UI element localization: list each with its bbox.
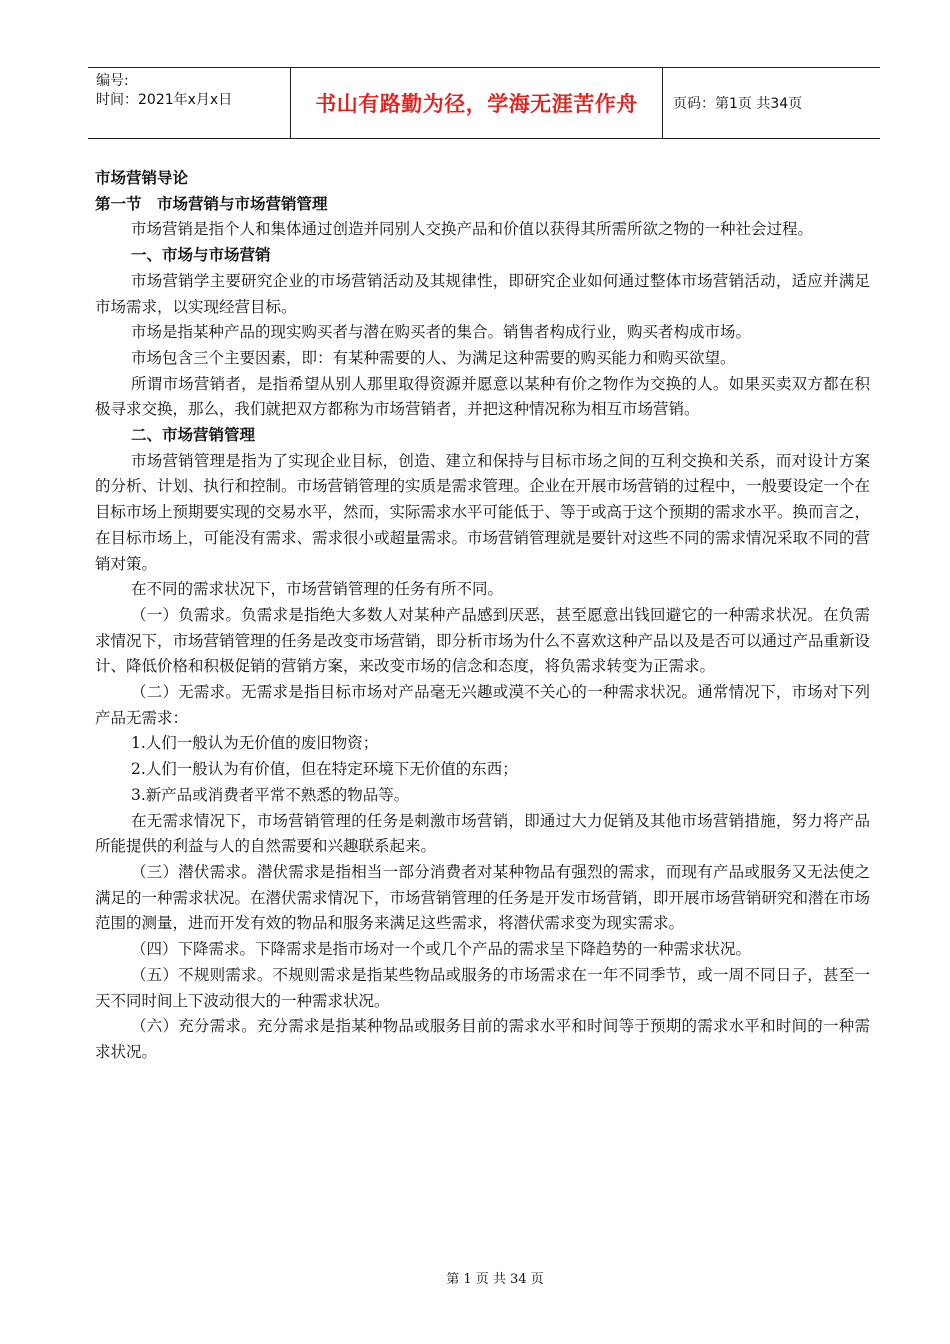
- section-title: 第一节 市场营销与市场营销管理: [95, 194, 328, 213]
- time-label: 时间：2021年x月x日: [96, 92, 233, 108]
- paragraph: （一）负需求。负需求是指绝大多数人对某种产品感到厌恶，甚至愿意出钱回避它的一种需求状况。在负需求情况下，市场营销管理的任务是改变市场营销，即分析市场为什么不喜欢这种产品以及是否可以通过产品重新设计、降低价格和积极促销的营销方案，来改变市场的信念和态度，将负需求转变为正需求。: [95, 605, 871, 676]
- paragraph: 市场营销学主要研究企业的市场营销活动及其规律性，即研究企业如何通过整体市场营销活动，适应并满足市场需求，以实现经营目标。: [95, 271, 870, 316]
- paragraph: 在无需求情况下，市场营销管理的任务是刺激市场营销，即通过大力促销及其他市场营销措施，努力将产品所能提供的利益与人的自然需要和兴趣联系起来。: [95, 811, 870, 856]
- header-motto: 书山有路勤为径，学海无涯苦作舟: [291, 68, 663, 138]
- paragraph: 市场是指某种产品的现实购买者与潜在购买者的集合。销售者构成行业，购买者构成市场。: [131, 323, 752, 342]
- paragraph: 市场营销管理是指为了实现企业目标，创造、建立和保持与目标市场之间的互利交换和关系，而对设计方案的分析、计划、执行和控制。市场营销管理的实质是需求管理。企业在开展市场营销的过程中，一般要设定一个在目标市场上预期要实现的交易水平，然而，实际需求水平可能低于、等于或高于这个预期的需求水平。换而言之，在目标市场上，可能没有需求、需求很小或超量需求。市场营销管理就是要针对这些不同的需求情况采取不同的营销对策。: [95, 451, 871, 573]
- header-page-info: 页码：第1页 共34页: [673, 96, 803, 112]
- paragraph: （五）不规则需求。不规则需求是指某些物品或服务的市场需求在一年不同季节，或一周不同日子，甚至一天不同时间上下波动很大的一种需求状况。: [95, 965, 870, 1010]
- code-label: 编号:: [96, 73, 129, 89]
- list-item: 1.人们一般认为无价值的废旧物资；: [131, 734, 379, 753]
- paragraph: 市场包含三个主要因素，即：有某种需要的人、为满足这种需要的购买能力和购买欲望。: [131, 348, 736, 367]
- page-header: [88, 67, 880, 139]
- page-footer: 第 1 页 共 34 页: [446, 1272, 544, 1287]
- header-meta: [88, 68, 291, 138]
- paragraph: （三）潜伏需求。潜伏需求是指相当一部分消费者对某种物品有强烈的需求，而现有产品或服务又无法使之满足的一种需求状况。在潜伏需求情况下，市场营销管理的任务是开发市场营销，即开展市场营销研究和潜在市场范围的测量，进而开发有效的物品和服务来满足这些需求，将潜伏需求变为现实需求。: [95, 862, 871, 933]
- paragraph: （六）充分需求。充分需求是指某种物品或服务目前的需求水平和时间等于预期的需求水平和时间的一种需求状况。: [95, 1017, 870, 1061]
- paragraph: （二）无需求。无需求是指目标市场对产品毫无兴趣或漠不关心的一种需求状况。通常情况下，市场对下列产品无需求：: [95, 683, 870, 727]
- list-item: 2.人们一般认为有价值，但在特定环境下无价值的东西；: [131, 760, 518, 779]
- document-body: [95, 166, 870, 1066]
- document-title: 市场营销导论: [95, 169, 189, 187]
- paragraph: 市场营销是指个人和集体通过创造并同别人交换产品和价值以获得其所需所欲之物的一种社会过程。: [131, 220, 814, 239]
- subheading: 一、市场与市场营销: [131, 246, 271, 265]
- subheading: 二、市场营销管理: [131, 426, 256, 445]
- paragraph: 在不同的需求状况下，市场营销管理的任务有所不同。: [131, 580, 504, 599]
- paragraph: （四）下降需求。下降需求是指市场对一个或几个产品的需求呈下降趋势的一种需求状况。: [131, 940, 752, 959]
- list-item: 3.新产品或消费者平常不熟悉的物品等。: [131, 785, 410, 804]
- paragraph: 所谓市场营销者，是指希望从别人那里取得资源并愿意以某种有价之物作为交换的人。如果买卖双方都在积极寻求交换，那么，我们就把双方都称为市场营销者，并把这种情况称为相互市场营销。: [95, 374, 870, 419]
